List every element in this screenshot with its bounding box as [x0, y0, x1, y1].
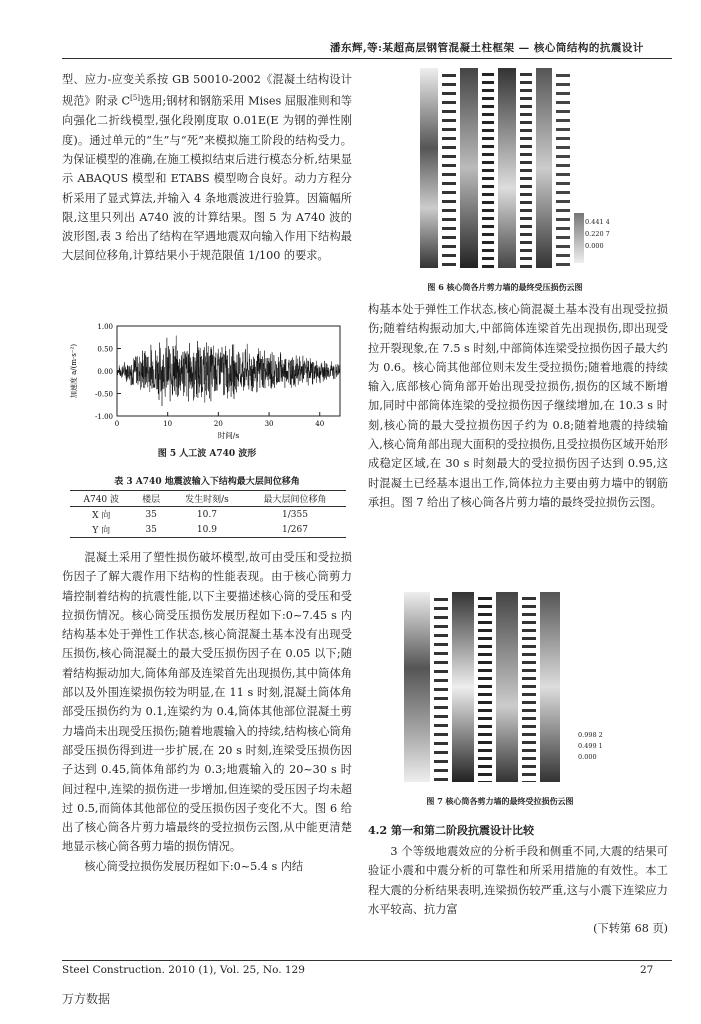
- table-row: [70, 522, 346, 538]
- legend-label: 0.499 1: [578, 742, 603, 750]
- x-tick-label: 20: [213, 420, 223, 428]
- y-tick-label: 0.00: [97, 368, 113, 376]
- intro-text-1: 型、应力-应变关系按 GB 50010-2002《混凝土结构设计规范》附录 C: [62, 73, 352, 109]
- x-axis-label: 时间/s: [217, 431, 240, 440]
- y-axis-label: 加速度 a/(m·s⁻²): [70, 343, 78, 399]
- table-cell: 1/355: [282, 509, 308, 520]
- x-tick-label: 30: [264, 420, 274, 428]
- header-rule: [62, 58, 672, 59]
- table-row: [70, 507, 346, 523]
- table3-header: 楼层: [142, 495, 161, 505]
- table-cell: 10.9: [196, 524, 217, 535]
- legend-label: 0.998 2: [578, 731, 603, 739]
- x-tick-label: 10: [163, 420, 173, 428]
- table-cell: 1/267: [282, 524, 308, 535]
- x-tick-label: 0: [114, 420, 120, 428]
- legend-label: 0.220 7: [585, 230, 610, 238]
- y-tick-label: 0.50: [97, 345, 113, 354]
- table3-caption: 表 3 A740 地震波输入下结构最大层间位移角: [114, 477, 300, 487]
- body-paragraph: 构基本处于弹性工作状态,核心筒混凝土基本没有出现受拉损伤;随着结构振动加大,中部筒体连梁首先出现损伤,即出现受拉开裂现象,在 7.5 s 时刻,中部筒体连梁受拉损伤因子最大约为 0.6。核心筒其他部位则未发生受拉损伤;随着地震的持续输入,底部核心筒角部开始出现受拉损伤,损伤的区域不断增加,同时中部筒体连梁的受拉损伤因子继续增加,在 10.3 s 时刻,核心筒的最大受拉损伤因子约为 0.8;随着地震的持续输入,核心筒角部出现大面积的受拉损伤,且受拉损伤区域开始形成稳定区域,在 30 s 时刻最大的受拉损伤因子达到 0.95,这时混凝土已经基本退出工作,筒体拉力主要由剪力墙中的钢筋承担。图 7 给出了核心筒各片剪力墙的最终受拉损伤云图。: [368, 303, 668, 509]
- table-cell: Y 向: [92, 526, 111, 536]
- fig6-caption: 图 6 核心筒各片剪力墙的最终受压损伤云图: [427, 282, 583, 292]
- legend-label: 0.000: [585, 242, 604, 250]
- section-body: [368, 842, 668, 938]
- fig5-chart: [62, 318, 352, 448]
- section-heading: 4.2 第一和第二阶段抗震设计比较: [368, 824, 534, 837]
- footer-page-number: 27: [640, 964, 654, 976]
- right-body: [368, 300, 668, 512]
- footer-rule: [62, 960, 672, 961]
- footer-journal: Steel Construction. 2010 (1), Vol. 25, No. 129: [62, 964, 305, 976]
- body-paragraph: 3 个等级地震效应的分析手段和侧重不同,大震的结果可验证小震和中震分析的可靠性和所采用措施的有效性。本工程大震的分析结果表明,连梁损伤较严重,这与小震下连梁应力水平较高、抗力富: [368, 845, 668, 916]
- table3-header: 最大层间位移角: [263, 495, 327, 505]
- table-cell: X 向: [92, 511, 111, 521]
- table3-header: A740 波: [83, 495, 120, 505]
- acceleration-series-line: [117, 336, 340, 406]
- continuation-note: (下转第 68 页): [593, 922, 668, 936]
- intro-text-2: 选用;钢材和钢筋采用 Mises 屈服准则和等向强化二折线模型,强化段刚度取 0.01E(E 为钢的弹性刚度)。通过单元的“生”与“死”来模拟施工阶段的结构受力。为保证模型的准确,在施工模拟结束后进行模态分析,结果显示 ABAQUS 模型和 ETABS 模型吻合良好。动力方程分析采用了显式算法,并输入 4 条地震波进行验算。因篇幅所限,这里只列出 A740 波的计算结果。图 5 为 A740 波的波形图,表 3 给出了结构在罕遇地震双向输入作用下结构最大层间位移角,计算结果小于规范限值 1/100 的要求。: [62, 95, 352, 263]
- fig7-damage-contour: [390, 592, 600, 792]
- table-cell: 35: [145, 509, 157, 520]
- x-tick-label: 40: [315, 420, 325, 428]
- fig6-legend: [585, 216, 610, 252]
- table3-header: 发生时刻/s: [185, 495, 229, 505]
- fig7-caption: 图 7 核心筒各剪力墙的最终受拉损伤云图: [426, 796, 574, 806]
- running-header: 潘东辉,等:某超高层钢管混凝土柱框架 — 核心筒结构的抗震设计: [330, 42, 644, 54]
- body-paragraph: 混凝土采用了塑性损伤破坏模型,故可由受压和受拉损伤因子了解大震作用下结构的性能表现。由于核心筒剪力墙控制着结构的抗震性能,以下主要描述核心筒的受压和受拉损伤情况。核心筒受压损伤发展历程如下:0~7.45 s 内结构基本处于弹性工作状态,核心筒混凝土基本没有出现受压损伤,核心筒混凝土的最大受压损伤因子在 0.05 以下;随着结构振动加大,筒体角部及连梁首先出现损伤,其中筒体角部以及外围连梁损伤较为明显,在 11 s 时刻,混凝土筒体角部受压损伤约为 0.1,连梁约为 0.4,筒体其他部位混凝土剪力墙尚未出现受压损伤;随着地震输入的持续,结构核心筒角部受压损伤得到进一步扩展,在 20 s 时刻,连梁受压损伤因子达到 0.45,筒体角部约为 0.3;地震输入的 20~30 s 时间过程中,连梁的损伤进一步增加,但连梁的受压因子均未超过 0.5,而筒体其他部位的受压损伤因子变化不大。图 6 给出了核心筒各片剪力墙最终的受拉损伤云图,从中能更清楚地显示核心筒各剪力墙的损伤情况。: [62, 551, 352, 854]
- left-body: [62, 548, 352, 876]
- y-tick-label: -1.00: [95, 413, 113, 421]
- fig6-damage-contour: [400, 68, 610, 278]
- legend-label: 0.441 4: [585, 218, 610, 226]
- y-tick-label: -0.50: [95, 390, 113, 399]
- y-tick-label: 1.00: [97, 323, 113, 331]
- fig5-caption: 图 5 人工波 A740 波形: [157, 449, 257, 459]
- table-cell: 10.7: [196, 509, 217, 520]
- watermark: 万方数据: [62, 992, 111, 1006]
- left-intro: 型、应力-应变关系按 GB 50010-2002《混凝土结构设计规范》附录 C[5]选用;钢材和钢筋采用 Mises 屈服准则和等向强化二折线模型,强化段刚度取 0.01E(E 为钢的弹性刚度)。通过单元的“生”与“死”来模拟施工阶段的结构受力。为保证模型的准确,在施工模拟结束后进行模态分析,结果显示 ABAQUS 模型和 ETABS 模型吻合良好。动力方程分析采用了显式算法,并输入 4 条地震波进行验算。因篇幅所限,这里只列出 A740 波的计算结果。图 5 为 A740 波的波形图,表 3 给出了结构在罕遇地震双向输入作用下结构最大层间位移角,计算结果小于规范限值 1/100 的要求。: [62, 73, 352, 263]
- body-paragraph: 核心筒受拉损伤发展历程如下:0~5.4 s 内结: [84, 859, 304, 873]
- table-cell: 35: [145, 524, 157, 535]
- fig7-legend: [578, 730, 603, 763]
- legend-label: 0.000: [578, 753, 597, 761]
- table3: [70, 490, 346, 538]
